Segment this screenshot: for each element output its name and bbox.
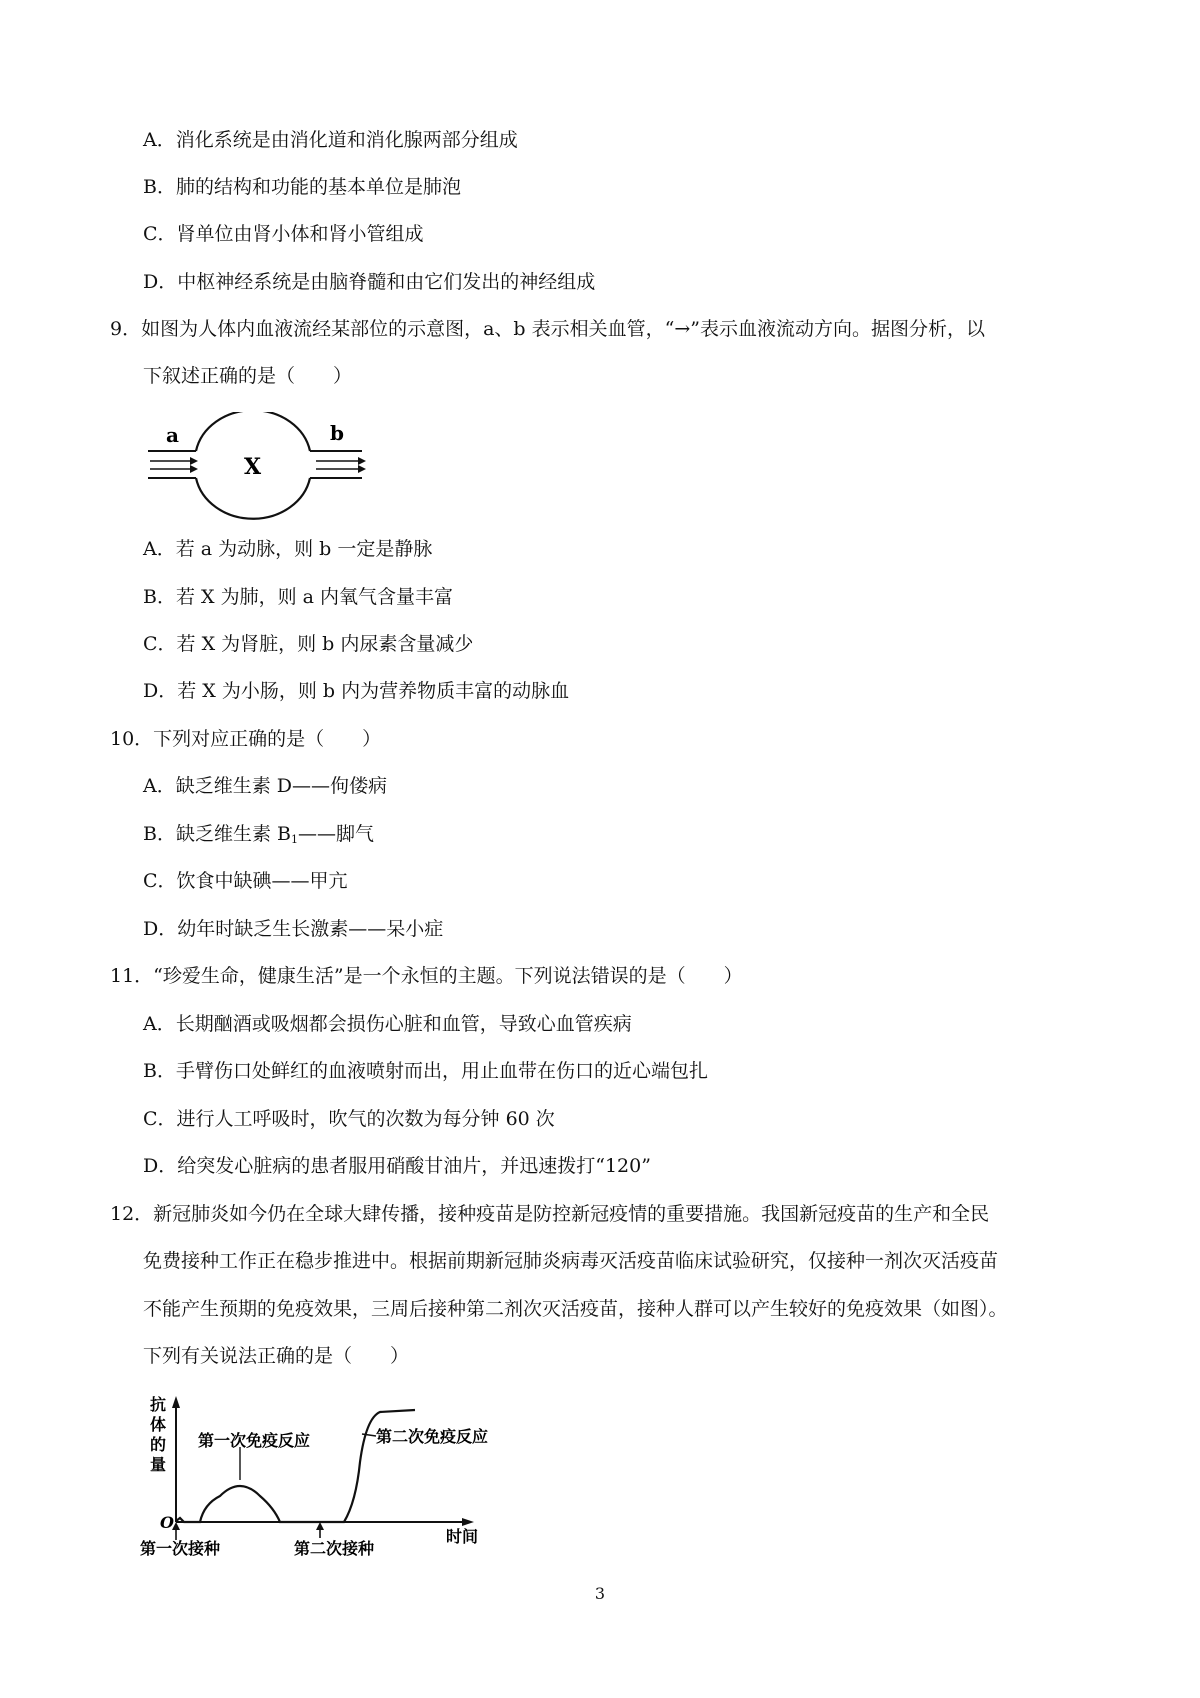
q8-option-b: B．肺的结构和功能的基本单位是肺泡 (143, 176, 461, 198)
second-vaccination-label: 第二次接种 (294, 1539, 375, 1556)
label-a: a (166, 423, 179, 447)
q10-option-c: C．饮食中缺碘——甲亢 (143, 870, 348, 892)
y-axis-label-3: 的 (150, 1435, 167, 1454)
blood-flow-diagram (140, 412, 380, 522)
origin-label: O (160, 1513, 174, 1532)
y-axis-arrow-icon (172, 1396, 180, 1408)
first-response-label: 第一次免疫反应 (198, 1431, 311, 1450)
q12-stem-line4: 下列有关说法正确的是（ ） (143, 1345, 410, 1367)
q9-option-c: C．若 X 为肾脏，则 b 内尿素含量减少 (143, 633, 474, 655)
q10-option-b (143, 822, 374, 852)
second-response-label: 第二次免疫反应 (376, 1427, 489, 1446)
q12-stem-line1: 12．新冠肺炎如今仍在全球大肆传播，接种疫苗是防控新冠疫情的重要措施。我国新冠疫苗的生产和全民 (110, 1203, 990, 1225)
q11-option-d: D．给突发心脏病的患者服用硝酸甘油片，并迅速拨打“120” (143, 1155, 651, 1177)
q8-option-c: C．肾单位由肾小体和肾小管组成 (143, 223, 424, 245)
q9-option-d: D．若 X 为小肠，则 b 内为营养物质丰富的动脉血 (143, 680, 570, 702)
q8-option-d: D．中枢神经系统是由脑脊髓和由它们发出的神经组成 (143, 271, 596, 293)
label-x: X (244, 454, 262, 480)
q9-option-a: A．若 a 为动脉，则 b 一定是静脉 (143, 538, 433, 560)
y-axis-label-1: 抗 (150, 1395, 167, 1414)
q12-stem-line3: 不能产生预期的免疫效果，三周后接种第二剂次灭活疫苗，接种人群可以产生较好的免疫效果（如图）。 (143, 1298, 1008, 1320)
x-axis-label: 时间 (446, 1527, 479, 1546)
q10-stem: 10．下列对应正确的是（ ） (110, 728, 382, 750)
q11-option-c: C．进行人工呼吸时，吹气的次数为每分钟 60 次 (143, 1108, 555, 1130)
page-number: 3 (594, 1584, 606, 1603)
q10-option-b-subscript: 1 (290, 833, 298, 846)
q10-option-b-suffix: ——脚气 (297, 823, 374, 845)
antibody-response-chart (140, 1392, 560, 1556)
q10-option-a: A．缺乏维生素 D——佝偻病 (143, 775, 387, 797)
q9-option-b: B．若 X 为肺，则 a 内氧气含量丰富 (143, 586, 453, 608)
q11-option-a: A．长期酗酒或吸烟都会损伤心脏和血管，导致心血管疾病 (143, 1013, 632, 1035)
first-vaccination-label: 第一次接种 (140, 1539, 221, 1556)
y-axis-label-4: 量 (150, 1455, 167, 1474)
q8-option-a: A．消化系统是由消化道和消化腺两部分组成 (143, 129, 518, 151)
q10-option-b-prefix: B．缺乏维生素 B (143, 823, 291, 845)
q10-option-d: D．幼年时缺乏生长激素——呆小症 (143, 918, 444, 940)
label-b: b (330, 421, 344, 445)
q12-stem-line2: 免费接种工作正在稳步推进中。根据前期新冠肺炎病毒灭活疫苗临床试验研究，仅接种一剂次灭活疫苗 (143, 1250, 999, 1272)
y-axis-label-2: 体 (150, 1415, 167, 1434)
x-axis-arrow-icon (462, 1518, 474, 1526)
q11-option-b: B．手臂伤口处鲜红的血液喷射而出，用止血带在伤口的近心端包扎 (143, 1060, 708, 1082)
q11-stem: 11．“珍爱生命，健康生活”是一个永恒的主题。下列说法错误的是（ ） (110, 965, 743, 987)
q9-stem-line2: 下叙述正确的是（ ） (143, 365, 353, 387)
arrow-right-icon (150, 457, 198, 473)
q9-stem-line1: 9．如图为人体内血液流经某部位的示意图，a、b 表示相关血管，“→”表示血液流动方向。据图分析，以 (110, 318, 985, 340)
arrow-right-icon (316, 457, 366, 473)
